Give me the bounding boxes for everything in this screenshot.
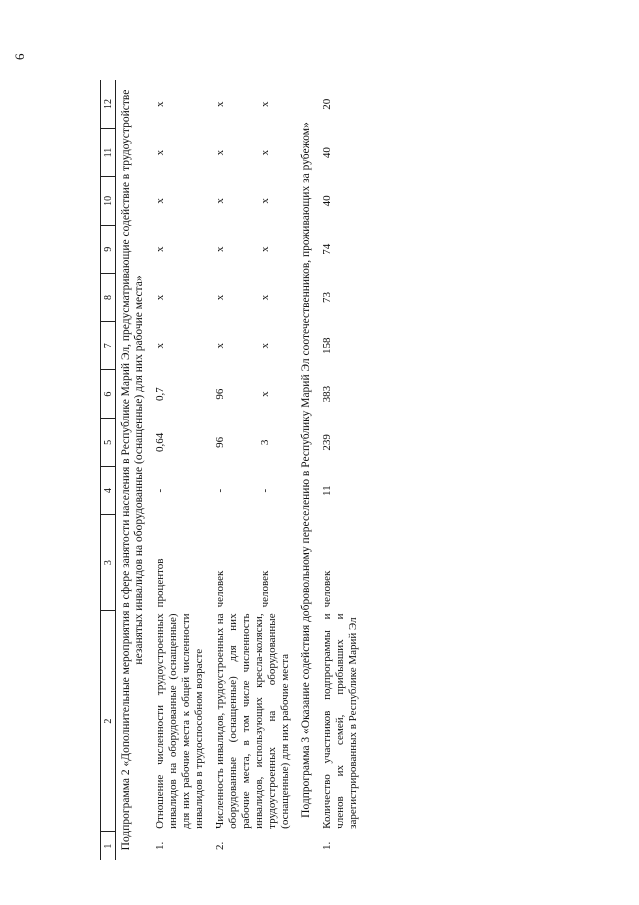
value-cell: 96 xyxy=(214,388,226,400)
table-row xyxy=(210,80,243,860)
col-header: 12 xyxy=(101,80,116,128)
value-cell: x xyxy=(214,101,226,107)
col-header: 2 xyxy=(101,610,116,831)
col-header: 9 xyxy=(101,225,116,273)
value-cell: 73 xyxy=(321,291,333,303)
value-cell: x xyxy=(214,246,226,252)
col-header: 8 xyxy=(101,273,116,321)
value-cell: 20 xyxy=(321,98,333,110)
col-header: 3 xyxy=(101,515,116,611)
col-header: 4 xyxy=(101,467,116,515)
value-cell: x xyxy=(154,246,166,252)
column-number-row xyxy=(101,80,116,860)
section-title: Подпрограмма 3 «Оказание содействия добровольному переселению в Республику Марий Эл соотечественников, проживающих за рубежом» xyxy=(300,122,312,818)
value-cell: 3 xyxy=(259,439,272,446)
value-cell: 96 xyxy=(214,436,226,448)
value-cell: x xyxy=(259,198,272,204)
col-header: 1 xyxy=(101,832,116,860)
value-cell: x xyxy=(214,343,226,349)
col-header: 10 xyxy=(101,177,116,225)
indicator-description: Численность инвалидов, трудоустроенных на оборудованные (оснащенные) для них рабочие места, в том числе численность инвалидов, использующих кресла-коляски, трудоустроенных на оборудованные (оснащенные) для них рабочие места xyxy=(214,613,291,829)
value-cell: 158 xyxy=(321,337,333,355)
value-cell: x xyxy=(259,101,272,107)
value-cell: 40 xyxy=(321,195,333,207)
section-title-row xyxy=(116,80,151,860)
indicator-description: Отношение численности трудоустроенных инвалидов на оборудованные (оснащенные) для них рабочие места к общей численности инвалидов в трудоспособном возрасте xyxy=(154,613,205,829)
section-title-row xyxy=(296,80,317,860)
value-cell: x xyxy=(154,198,166,204)
unit-cell: человек xyxy=(259,570,272,608)
value-cell: x xyxy=(154,101,166,107)
row-number: 1. xyxy=(321,841,333,851)
indicators-table xyxy=(100,80,364,860)
row-number: 1. xyxy=(154,841,166,851)
rotated-table-sheet xyxy=(100,80,620,860)
col-header: 7 xyxy=(101,322,116,370)
value-cell: x xyxy=(214,294,226,301)
col-header: 6 xyxy=(101,370,116,418)
table-row xyxy=(150,80,210,860)
value-cell: x xyxy=(259,391,272,397)
value-cell: x xyxy=(259,246,272,252)
section-title: Подпрограмма 2 «Дополнительные мероприятия в сфере занятости населения в Республике Марий Эл, предусматривающие содействие в трудоустройстве незанятых инвалидов на оборудованные (оснащенные) для них рабочие места» xyxy=(120,89,145,851)
value-cell: - xyxy=(154,488,166,493)
value-cell: x xyxy=(214,198,226,204)
value-cell: x xyxy=(259,149,272,156)
table-row xyxy=(317,80,364,860)
value-cell: - xyxy=(259,488,272,493)
value-cell: - xyxy=(214,488,226,493)
col-header: 11 xyxy=(101,128,116,176)
value-cell: 11 xyxy=(321,485,333,496)
col-header: 5 xyxy=(101,418,116,466)
unit-cell: человек xyxy=(214,570,226,608)
page-number: 6 xyxy=(12,53,27,60)
value-cell: x xyxy=(154,343,166,349)
value-cell: 74 xyxy=(321,243,333,255)
value-cell: 0,64 xyxy=(154,432,166,452)
row-number: 2. xyxy=(214,841,226,851)
value-cell: 383 xyxy=(321,385,333,403)
value-cell: x xyxy=(154,294,166,301)
value-cell: x xyxy=(154,149,166,156)
value-cell: x xyxy=(214,149,226,156)
value-cell: x xyxy=(259,294,272,301)
unit-cell: процентов xyxy=(154,558,166,608)
value-cell: 40 xyxy=(321,147,333,159)
value-cell: x xyxy=(259,343,272,349)
value-cell: 0,7 xyxy=(154,387,166,401)
indicator-description: Количество участников подпрограммы и членов их семей, прибывших и зарегистрированных в Республике Марий Эл xyxy=(321,613,359,829)
unit-cell: человек xyxy=(321,570,333,608)
value-cell: 239 xyxy=(321,434,333,451)
